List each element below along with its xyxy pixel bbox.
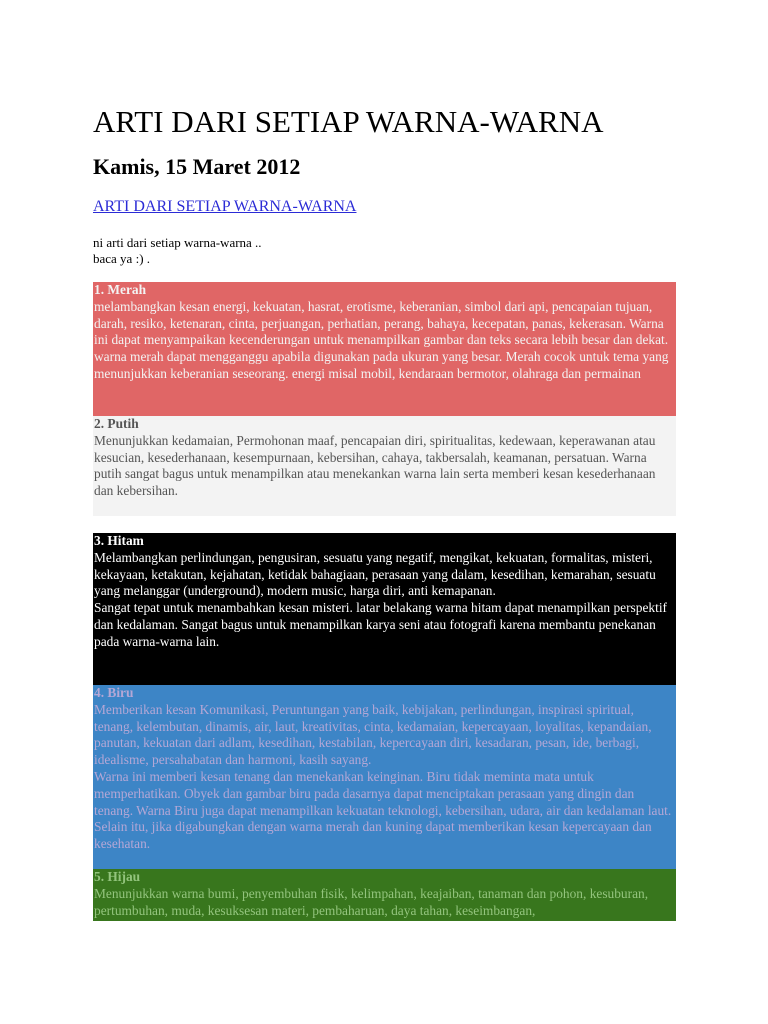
section-paragraph: Menunjukkan warna bumi, penyembuhan fisik, kelimpahan, keajaiban, tanaman dan pohon, kesuburan, pertumbuhan, muda, kesuksesan materi, pembaharuan, daya tahan, keseimbangan, <box>94 885 649 918</box>
section-hijau <box>93 869 676 921</box>
section-heading: 1. Merah <box>94 282 147 297</box>
post-title-link[interactable]: ARTI DARI SETIAP WARNA-WARNA <box>93 198 357 215</box>
section-biru <box>93 685 676 869</box>
intro-line: ni arti dari setiap warna-warna .. <box>93 235 262 250</box>
section-paragraph: Melambangkan perlindungan, pengusiran, sesuatu yang negatif, mengikat, kekuatan, formalitas, misteri, kekayaan, ketakutan, kejahatan, ketidak bahagiaan, perasaan yang dalam, kesedihan, kemarahan, sesuatu yang melanggar (underground), modern music, harga diri, anti kemapanan. <box>94 549 656 599</box>
section-paragraph: Sangat tepat untuk menambahkan kesan misteri. latar belakang warna hitam dapat menampilkan perspektif dan kedalaman. Sangat bagus untuk menampilkan karya seni atau fotografi karena membantu penekanan pada warna-warna lain. <box>94 600 667 649</box>
section-paragraph: Memberikan kesan Komunikasi, Peruntungan yang baik, kebijakan, perlindungan, inspirasi spiritual, tenang, kelembutan, dinamis, air, laut, kreativitas, cinta, kedamaian, kepercayaan, loyalitas, kepandaian, panutan, kekuatan dari adlam, kesedihan, kestabilan, kepercayaan diri, kesadaran, pesan, ide, berbagi, idealisme, persahabatan dan harmoni, kasih sayang. <box>94 701 652 768</box>
intro-text <box>93 235 262 267</box>
section-paragraph: Warna ini memberi kesan tenang dan menekankan keinginan. Biru tidak meminta mata untuk memperhatikan. Obyek dan gambar biru pada dasarnya dapat menciptakan perasaan yang dingin dan tenang. Warna Biru juga dapat menampilkan kekuatan teknologi, kebersihan, udara, air dan kedalaman laut. Selain itu, jika digabungkan dengan warna merah dan kuning dapat memberikan kesan kepercayaan dan kesehatan. <box>94 768 672 852</box>
post-date: Kamis, 15 Maret 2012 <box>93 154 301 179</box>
section-merah <box>93 282 676 416</box>
section-putih <box>93 416 676 516</box>
section-paragraph: melambangkan kesan energi, kekuatan, hasrat, erotisme, keberanian, simbol dari api, pencapaian tujuan, darah, resiko, ketenaran, cinta, perjuangan, perhatian, perang, bahaya, kecepatan, panas, kekerasan. Warna ini dapat menyampaikan kecenderungan untuk menampilkan gambar dan teks secara lebih besar dan dekat. warna merah dapat mengganggu apabila digunakan pada ukuran yang besar. Merah cocok untuk tema yang menunjukkan keberanian seseorang. energi misal mobil, kendaraan bermotor, olahraga dan permainan <box>94 298 669 381</box>
section-heading: 5. Hijau <box>94 869 141 884</box>
section-heading: 4. Biru <box>94 685 134 700</box>
page-title: ARTI DARI SETIAP WARNA-WARNA <box>93 104 604 139</box>
section-hitam <box>93 533 676 685</box>
intro-line: baca ya :) . <box>93 251 151 266</box>
section-paragraph: Menunjukkan kedamaian, Permohonan maaf, pencapaian diri, spiritualitas, kedewaan, keperawanan atau kesucian, kesederhanaan, kesempurnaan, kebersihan, cahaya, takbersalah, keamanan, persatuan. Warna putih sangat bagus untuk menampilkan atau menekankan warna lain serta memberi kesan kesederhanaan dan kebersihan. <box>94 432 656 499</box>
section-heading: 3. Hitam <box>94 533 144 548</box>
section-heading: 2. Putih <box>94 416 139 431</box>
